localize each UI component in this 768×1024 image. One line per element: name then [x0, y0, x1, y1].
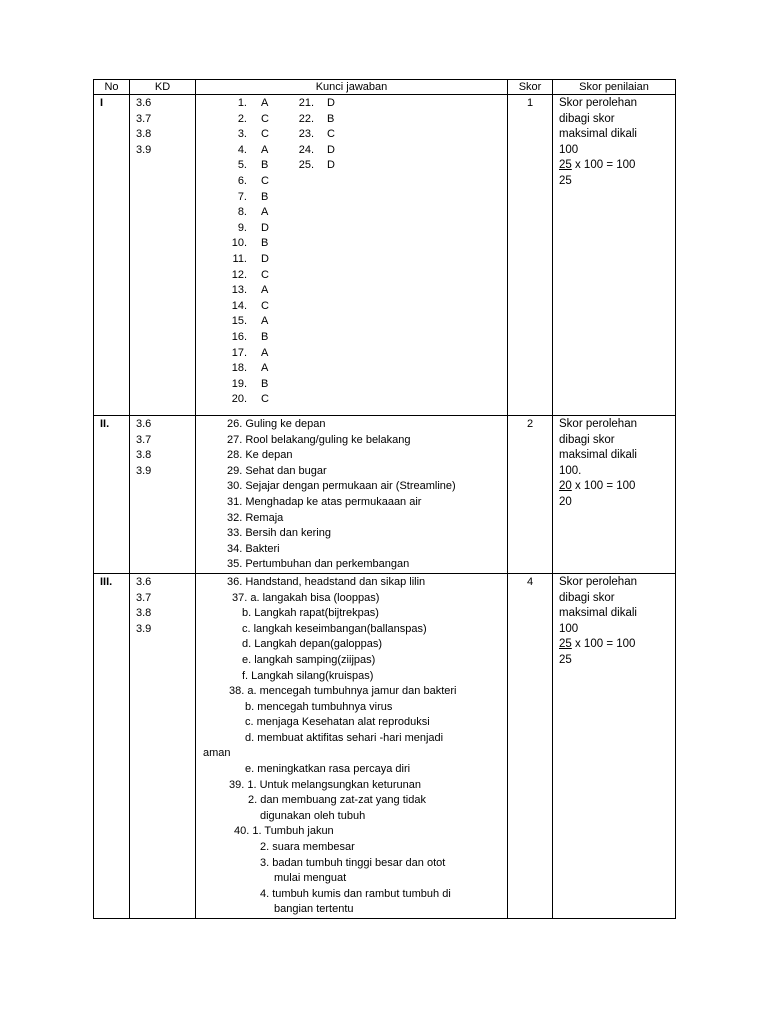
answer-line: 27. Rool belakang/guling ke belakang: [227, 433, 411, 446]
scoring-description: [553, 573, 676, 918]
header-no: No: [94, 80, 130, 95]
mc-answer: [285, 127, 335, 143]
mc-answer-letter: B: [327, 112, 335, 125]
kd-value: 3.8: [136, 449, 152, 462]
mc-answer: [285, 143, 335, 159]
mc-question-number: 1.: [237, 97, 247, 109]
skor-value: 1: [508, 95, 553, 416]
answer-line: b. mencegah tumbuhnya virus: [245, 700, 393, 713]
scoring-line: dibagi skor: [559, 433, 615, 446]
mc-answer-letter: B: [261, 159, 269, 172]
answer-line: 28. Ke depan: [227, 449, 293, 462]
mc-answer-letter: C: [261, 112, 269, 125]
scoring-line: dibagi skor: [559, 112, 615, 125]
formula-denominator: 25: [559, 653, 572, 666]
scoring-formula: [559, 637, 675, 653]
header-kunci-jawaban: Kunci jawaban: [196, 80, 508, 95]
mc-answer-letter: C: [261, 299, 269, 312]
mc-question-number: 25.: [298, 159, 314, 172]
mc-answer: [218, 96, 268, 112]
mc-question-number: 9.: [237, 221, 247, 234]
mc-question-number: 7.: [237, 190, 247, 203]
scoring-line: Skor perolehan: [559, 97, 637, 109]
formula-rest: x 100 = 100: [571, 159, 636, 172]
mc-question-number: 15.: [231, 315, 247, 328]
mc-question-number: 6.: [237, 175, 247, 187]
mc-answer-letter: A: [261, 346, 269, 359]
scoring-line: 100.: [559, 464, 582, 477]
mc-answer: [285, 96, 335, 112]
mc-answer: [218, 361, 268, 377]
answer-line: b. Langkah rapat(bijtrekpas): [242, 607, 379, 620]
formula-numerator: 20: [559, 480, 572, 493]
section-number: I: [94, 95, 130, 416]
scoring-line: 100: [559, 622, 579, 635]
kd-value: 3.7: [136, 112, 152, 125]
short-answers: [196, 416, 508, 574]
mc-answer-letter: D: [327, 159, 335, 172]
formula-denominator: 25: [559, 174, 572, 187]
mc-answer: [218, 158, 268, 174]
mc-answer: [218, 330, 268, 346]
kd-value: 3.6: [136, 575, 152, 588]
scoring-description: [553, 416, 676, 574]
mc-answer-letter: D: [261, 253, 269, 265]
mc-answer: [218, 174, 269, 190]
answer-line: 3. badan tumbuh tinggi besar dan otot: [260, 856, 446, 869]
mc-answer: [218, 283, 268, 299]
scoring-line: Skor perolehan: [559, 418, 637, 430]
mc-question-number: 14.: [231, 299, 247, 312]
scoring-description: [553, 95, 676, 416]
mc-answer-letter: C: [261, 393, 269, 406]
mc-answer: [218, 127, 269, 143]
answer-line: digunakan oleh tubuh: [260, 809, 366, 822]
scoring-line: maksimal dikali: [559, 449, 637, 462]
formula-rest: x 100 = 100: [571, 638, 636, 651]
answer-line: 26. Guling ke depan: [227, 418, 326, 430]
answer-line: e. meningkatkan rasa percaya diri: [245, 763, 411, 776]
multiple-choice-answers: [196, 95, 508, 416]
kd-value: 3.9: [136, 464, 152, 477]
answer-line: bangian tertentu: [274, 903, 354, 916]
mc-question-number: 18.: [231, 362, 247, 375]
answer-line: 40. 1. Tumbuh jakun: [234, 825, 334, 838]
answer-line: d. Langkah depan(galoppas): [242, 638, 383, 651]
mc-answer-letter: D: [261, 221, 269, 234]
mc-answer: [218, 112, 269, 128]
mc-answer: [218, 221, 269, 237]
mc-answer-letter: B: [261, 331, 269, 343]
answer-line: 38. a. mencegah tumbuhnya jamur dan bakteri: [229, 685, 457, 698]
mc-answer-letter: A: [261, 284, 269, 297]
answer-line: 36. Handstand, headstand dan sikap lilin: [227, 575, 426, 588]
essay-answers: [196, 573, 508, 918]
formula-numerator: 25: [559, 638, 572, 651]
section-number: II.: [94, 416, 130, 574]
header-skor-penilaian: Skor penilaian: [553, 80, 676, 95]
scoring-line: maksimal dikali: [559, 607, 637, 620]
answer-line: 37. a. langakah bisa (looppas): [232, 591, 380, 604]
mc-answer-letter: C: [261, 268, 269, 281]
header-skor: Skor: [508, 80, 553, 95]
kd-cell: [130, 573, 196, 918]
mc-answer: [285, 158, 335, 174]
mc-question-number: 19.: [231, 377, 247, 390]
mc-answer: [218, 252, 269, 268]
mc-answer-letter: A: [261, 362, 269, 375]
scoring-line: dibagi skor: [559, 591, 615, 604]
kd-value: 3.7: [136, 591, 152, 604]
mc-answer: [218, 392, 269, 408]
mc-answer: [218, 268, 269, 284]
answer-key-table: [93, 79, 676, 919]
mc-answer: [218, 377, 268, 393]
answer-line: e. langkah samping(ziijpas): [242, 653, 376, 666]
mc-answer-letter: B: [261, 377, 269, 390]
mc-answer-letter: C: [261, 128, 269, 141]
section-number: III.: [94, 573, 130, 918]
mc-answer-letter: A: [261, 206, 269, 219]
mc-answer-letter: C: [327, 128, 335, 141]
mc-answer-letter: B: [261, 237, 269, 250]
mc-answer-letter: C: [261, 175, 269, 187]
mc-question-number: 12.: [231, 268, 247, 281]
section-row-3: [94, 573, 676, 918]
kd-value: 3.6: [136, 418, 152, 430]
mc-answer: [218, 314, 268, 330]
answer-line: d. membuat aktifitas sehari -hari menjadi: [245, 731, 444, 744]
mc-answer: [218, 346, 268, 362]
answer-line: 31. Menghadap ke atas permukaaan air: [227, 495, 422, 508]
mc-answer: [285, 112, 334, 128]
scoring-line: Skor perolehan: [559, 575, 637, 588]
mc-question-number: 11.: [232, 253, 247, 265]
mc-answer-letter: B: [261, 190, 269, 203]
mc-question-number: 3.: [237, 128, 247, 141]
answer-line: 39. 1. Untuk melangsungkan keturunan: [229, 778, 422, 791]
answer-line: 2. suara membesar: [260, 841, 355, 854]
mc-answer-letter: A: [261, 97, 269, 109]
kd-value: 3.6: [136, 97, 152, 109]
skor-value: 4: [508, 573, 553, 918]
answer-line: c. menjaga Kesehatan alat reproduksi: [245, 716, 430, 729]
mc-answer: [218, 143, 268, 159]
scoring-formula: [559, 479, 675, 495]
mc-answer-letter: D: [327, 97, 335, 109]
mc-question-number: 21.: [298, 97, 314, 109]
mc-question-number: 8.: [237, 206, 247, 219]
answer-line: 4. tumbuh kumis dan rambut tumbuh di: [260, 887, 451, 900]
kd-cell: [130, 95, 196, 416]
kd-value: 3.9: [136, 622, 152, 635]
mc-answer-letter: D: [327, 143, 335, 156]
mc-answer: [218, 299, 269, 315]
mc-answer-letter: A: [261, 143, 269, 156]
mc-answer: [218, 205, 268, 221]
mc-question-number: 5.: [237, 159, 247, 172]
kd-value: 3.8: [136, 607, 152, 620]
scoring-line: maksimal dikali: [559, 128, 637, 141]
answer-line: 35. Pertumbuhan dan perkembangan: [227, 558, 410, 571]
answer-line: 30. Sejajar dengan permukaan air (Streamline): [227, 480, 456, 493]
answer-line: 33. Bersih dan kering: [227, 527, 331, 540]
mc-answer-letter: A: [261, 315, 269, 328]
answer-line: 34. Bakteri: [227, 542, 280, 555]
section-row-2: [94, 416, 676, 574]
mc-question-number: 10.: [231, 237, 247, 250]
answer-line: aman: [203, 747, 231, 760]
mc-answer: [218, 236, 268, 252]
mc-answer: [218, 190, 268, 206]
mc-question-number: 13.: [231, 284, 247, 297]
mc-question-number: 4.: [237, 143, 247, 156]
answer-line: mulai menguat: [274, 872, 347, 885]
kd-cell: [130, 416, 196, 574]
answer-line: 32. Remaja: [227, 511, 284, 524]
header-kd: KD: [130, 80, 196, 95]
mc-question-number: 22.: [298, 112, 314, 125]
skor-value: 2: [508, 416, 553, 574]
answer-line: c. langkah keseimbangan(ballanspas): [242, 622, 427, 635]
section-row-1: [94, 95, 676, 416]
scoring-line: 100: [559, 143, 579, 156]
answer-line: f. Langkah silang(kruispas): [242, 669, 374, 682]
answer-line: 2. dan membuang zat-zat yang tidak: [248, 794, 426, 807]
mc-question-number: 20.: [231, 393, 247, 406]
formula-rest: x 100 = 100: [571, 480, 636, 493]
kd-value: 3.8: [136, 128, 152, 141]
mc-question-number: 23.: [298, 128, 314, 141]
formula-denominator: 20: [559, 495, 572, 508]
scoring-formula: [559, 158, 675, 174]
mc-question-number: 16.: [231, 331, 247, 343]
mc-question-number: 17.: [231, 346, 247, 359]
kd-value: 3.9: [136, 143, 152, 156]
mc-question-number: 2.: [237, 112, 247, 125]
answer-line: 29. Sehat dan bugar: [227, 464, 327, 477]
kd-value: 3.7: [136, 433, 152, 446]
mc-question-number: 24.: [298, 143, 314, 156]
header-row: [94, 80, 676, 95]
formula-numerator: 25: [559, 159, 572, 172]
